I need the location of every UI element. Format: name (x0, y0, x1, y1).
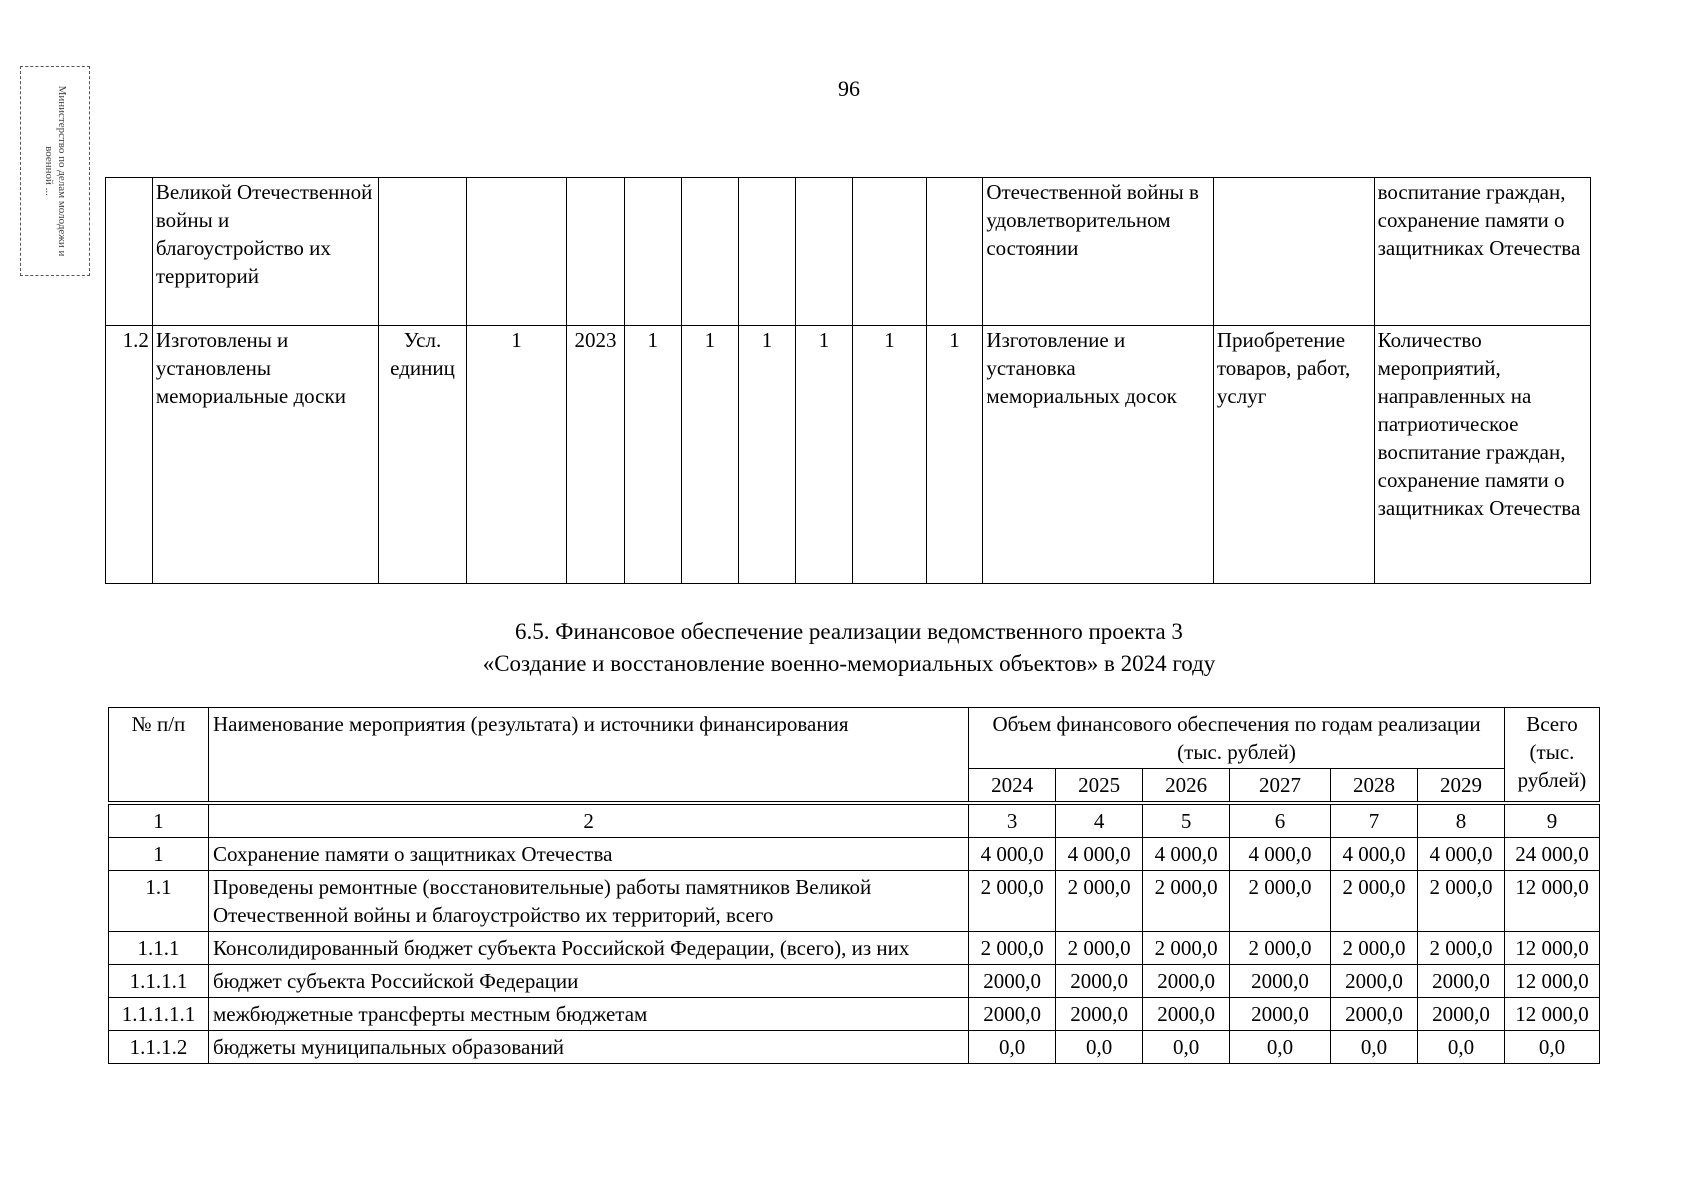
header-row (109, 708, 1600, 769)
cell-result: Изготовление и установка мемориальных досок (983, 326, 1214, 584)
header-year: 2024 (969, 769, 1056, 802)
colnum: 8 (1417, 805, 1504, 838)
row-value: 4 000,0 (1143, 838, 1230, 871)
row-name: бюджеты муниципальных образований (208, 1031, 968, 1064)
cell-unit: Усл. единиц (379, 326, 467, 584)
row-value: 2 000,0 (969, 871, 1056, 932)
table-row (109, 998, 1600, 1031)
cell-year: 2023 (567, 326, 625, 584)
cell-link: воспитание граждан, сохранение памяти о защитниках Отечества (1374, 178, 1590, 326)
cell-unit (379, 178, 467, 326)
row-total: 24 000,0 (1504, 838, 1599, 871)
cell-base: 1 (466, 326, 566, 584)
row-name: бюджет субъекта Российской Федерации (208, 965, 968, 998)
row-value: 4 000,0 (1056, 838, 1143, 871)
cell-name: Изготовлены и установлены мемориальные доски (152, 326, 378, 584)
cell-base (466, 178, 566, 326)
section-heading (0, 616, 1698, 680)
cell-v2: 1 (681, 326, 739, 584)
cell-num (106, 178, 153, 326)
row-value: 2000,0 (1143, 965, 1230, 998)
row-total: 0,0 (1504, 1031, 1599, 1064)
row-total: 12 000,0 (1504, 965, 1599, 998)
row-value: 2 000,0 (1230, 871, 1331, 932)
row-num: 1 (109, 838, 209, 871)
cell-num: 1.2 (106, 326, 153, 584)
row-value: 2 000,0 (1056, 871, 1143, 932)
row-value: 2000,0 (1331, 998, 1418, 1031)
row-value: 4 000,0 (1417, 838, 1504, 871)
row-value: 2 000,0 (1417, 871, 1504, 932)
row-value: 2000,0 (969, 998, 1056, 1031)
cell-v3: 1 (739, 326, 796, 584)
row-value: 0,0 (1417, 1031, 1504, 1064)
row-value: 2000,0 (1417, 965, 1504, 998)
header-year: 2028 (1331, 769, 1418, 802)
row-value: 2 000,0 (1331, 871, 1418, 932)
table-row (109, 871, 1600, 932)
row-value: 0,0 (969, 1031, 1056, 1064)
header-volume: Объем финансового обеспечения по годам реализации (тыс. рублей) (969, 708, 1505, 769)
row-num: 1.1.1 (109, 932, 209, 965)
row-value: 0,0 (1230, 1031, 1331, 1064)
row-value: 2000,0 (1331, 965, 1418, 998)
row-value: 4 000,0 (1230, 838, 1331, 871)
cell-link: Количество мероприятий, направленных на патриотическое воспитание граждан, сохранение памяти о защитниках Отечества (1374, 326, 1590, 584)
cell-type: Приобретение товаров, работ, услуг (1213, 326, 1374, 584)
row-name: Сохранение памяти о защитниках Отечества (208, 838, 968, 871)
row-value: 2000,0 (1230, 965, 1331, 998)
row-num: 1.1.1.1 (109, 965, 209, 998)
header-year: 2029 (1417, 769, 1504, 802)
colnum: 5 (1143, 805, 1230, 838)
cell-v6: 1 (926, 326, 983, 584)
row-value: 2000,0 (1230, 998, 1331, 1031)
header-year: 2025 (1056, 769, 1143, 802)
row-num: 1.1.1.2 (109, 1031, 209, 1064)
financing-table (108, 707, 1600, 1064)
row-total: 12 000,0 (1504, 998, 1599, 1031)
table-row (109, 838, 1600, 871)
cell-v4: 1 (795, 326, 853, 584)
row-value: 2 000,0 (1230, 932, 1331, 965)
row-value: 2000,0 (1417, 998, 1504, 1031)
row-total: 12 000,0 (1504, 871, 1599, 932)
cell-v4 (795, 178, 853, 326)
column-numbers-row (109, 805, 1600, 838)
results-table-continued (105, 177, 1591, 584)
row-num: 1.1 (109, 871, 209, 932)
page-number: 96 (838, 76, 860, 101)
row-value: 4 000,0 (969, 838, 1056, 871)
cell-year (567, 178, 625, 326)
cell-v6 (926, 178, 983, 326)
row-value: 2 000,0 (1417, 932, 1504, 965)
row-value: 0,0 (1056, 1031, 1143, 1064)
header-year: 2026 (1143, 769, 1230, 802)
heading-line-1: 6.5. Финансовое обеспечение реализации ведомственного проекта 3 (515, 619, 1183, 644)
row-name: Проведены ремонтные (восстановительные) работы памятников Великой Отечественной войны и благоустройство их территорий, всего (208, 871, 968, 932)
cell-result: Отечественной войны в удовлетворительном состоянии (983, 178, 1214, 326)
header-name: Наименование мероприятия (результата) и источники финансирования (208, 708, 968, 802)
row-value: 2000,0 (1056, 965, 1143, 998)
cell-v5: 1 (853, 326, 926, 584)
cell-name: Великой Отечественной войны и благоустройство их территорий (152, 178, 378, 326)
row-value: 0,0 (1331, 1031, 1418, 1064)
colnum: 3 (969, 805, 1056, 838)
row-value: 2 000,0 (1056, 932, 1143, 965)
colnum: 9 (1504, 805, 1599, 838)
stamp-text: Министерство по делам молодежи и военной ... (43, 85, 68, 257)
row-value: 2 000,0 (1331, 932, 1418, 965)
cell-v1: 1 (624, 326, 681, 584)
cell-type (1213, 178, 1374, 326)
cell-v2 (681, 178, 739, 326)
colnum: 7 (1331, 805, 1418, 838)
row-value: 0,0 (1143, 1031, 1230, 1064)
cell-v5 (853, 178, 926, 326)
row-value: 2 000,0 (1143, 932, 1230, 965)
row-value: 2000,0 (1056, 998, 1143, 1031)
table-row (106, 326, 1591, 584)
row-value: 2000,0 (969, 965, 1056, 998)
row-value: 2 000,0 (969, 932, 1056, 965)
row-num: 1.1.1.1.1 (109, 998, 209, 1031)
table-row (109, 932, 1600, 965)
row-value: 2000,0 (1143, 998, 1230, 1031)
cell-v1 (624, 178, 681, 326)
row-name: Консолидированный бюджет субъекта Российской Федерации, (всего), из них (208, 932, 968, 965)
row-name: межбюджетные трансферты местным бюджетам (208, 998, 968, 1031)
heading-line-2: «Создание и восстановление военно-мемориальных объектов» в 2024 году (482, 651, 1216, 676)
cell-v3 (739, 178, 796, 326)
colnum: 6 (1230, 805, 1331, 838)
header-num: № п/п (109, 708, 209, 802)
header-year: 2027 (1230, 769, 1331, 802)
colnum: 4 (1056, 805, 1143, 838)
row-value: 2 000,0 (1143, 871, 1230, 932)
header-total: Всего (тыс. рублей) (1504, 708, 1599, 802)
colnum: 2 (208, 805, 968, 838)
colnum: 1 (109, 805, 209, 838)
row-value: 4 000,0 (1331, 838, 1418, 871)
row-total: 12 000,0 (1504, 932, 1599, 965)
table-row (109, 1031, 1600, 1064)
table-row (106, 178, 1591, 326)
table-row (109, 965, 1600, 998)
